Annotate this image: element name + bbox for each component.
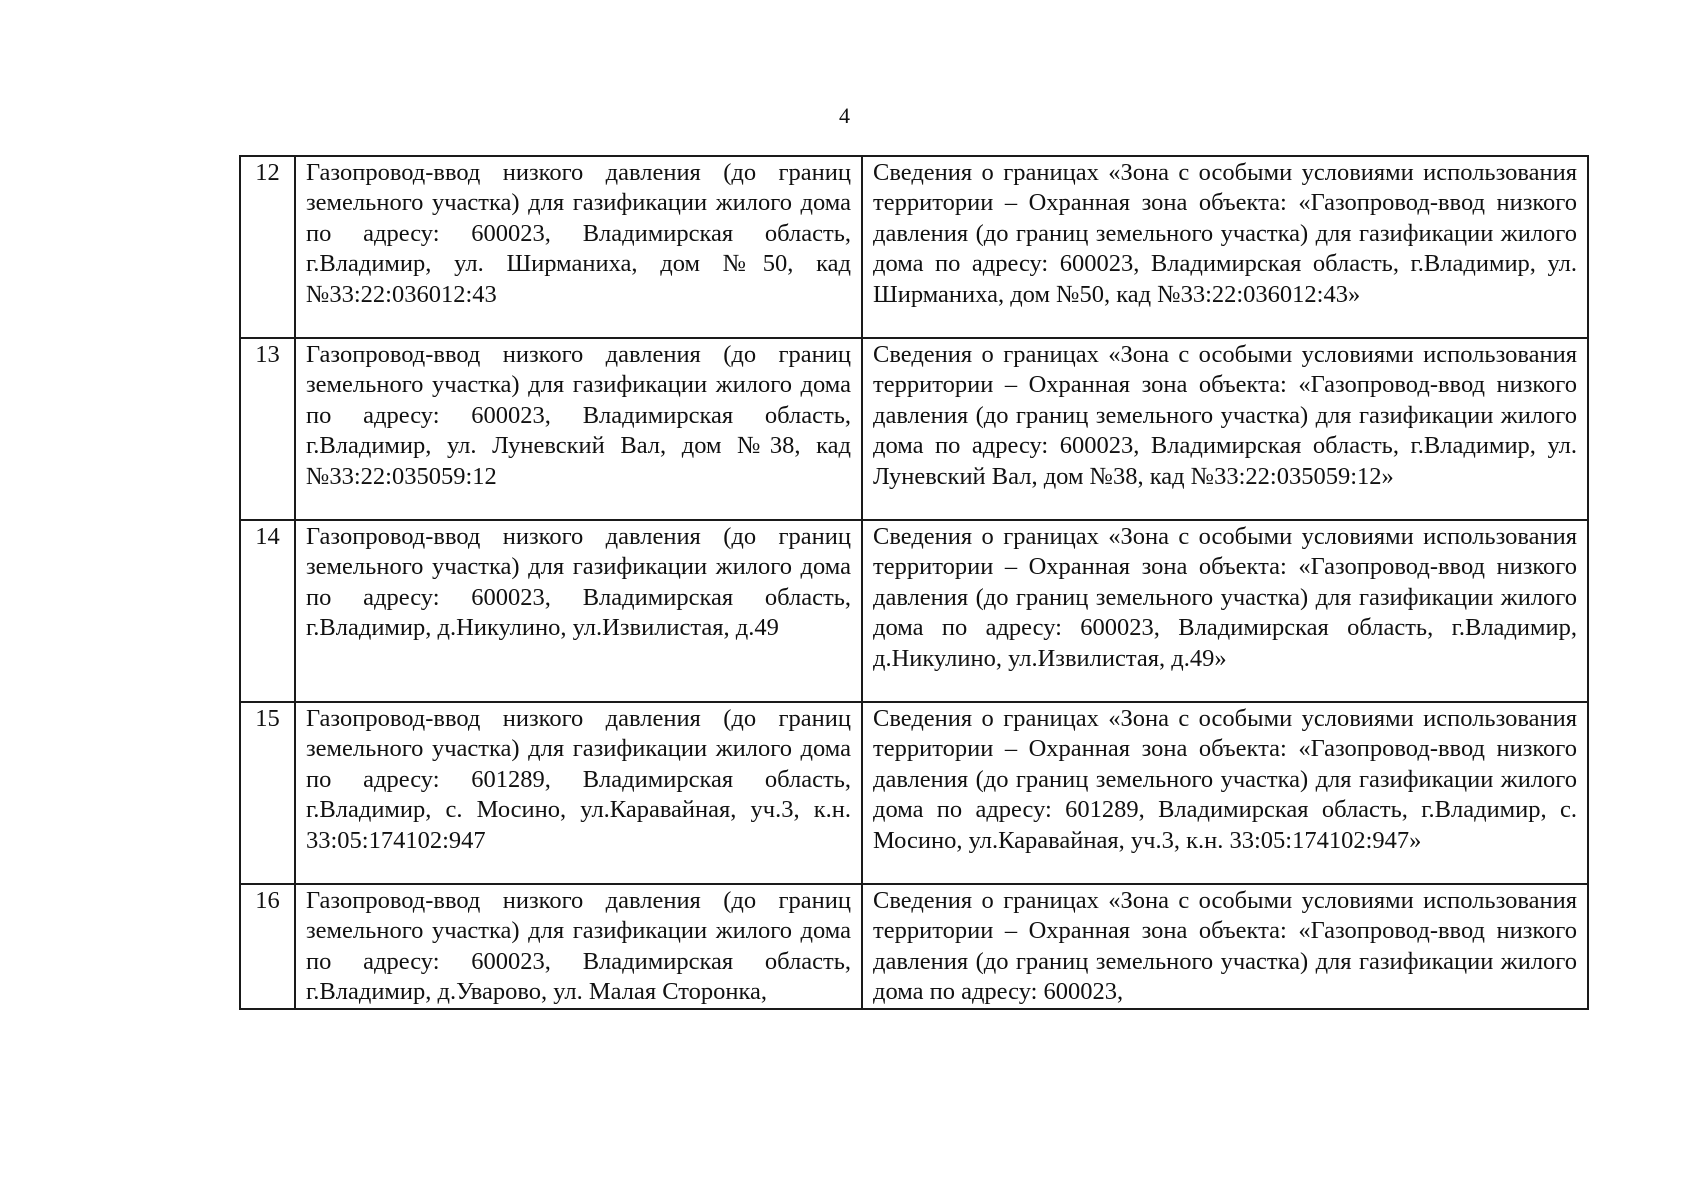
- page-number: 4: [839, 103, 850, 128]
- table-row: [240, 156, 1588, 338]
- zone-info: Сведения о границах «Зона с особыми условиями использования территории – Охранная зона объекта: «Газопровод-ввод низкого давления (до границ земельного участка) для газификации жилого дома по адресу: 600023, Владимирская область, г.Владимир, д.Никулино, ул.Извилистая, д.49»: [862, 520, 1588, 702]
- table-row: [240, 338, 1588, 520]
- zones-table: [239, 155, 1589, 1010]
- object-description: Газопровод-ввод низкого давления (до границ земельного участка) для газификации жилого дома по адресу: 600023, Владимирская область, г.Владимир, д.Уварово, ул. Малая Сторонка,: [295, 884, 862, 1009]
- row-number: 12: [240, 156, 295, 338]
- zone-info: Сведения о границах «Зона с особыми условиями использования территории – Охранная зона объекта: «Газопровод-ввод низкого давления (до границ земельного участка) для газификации жилого дома по адресу: 600023,: [862, 884, 1588, 1009]
- row-number: 14: [240, 520, 295, 702]
- object-description: Газопровод-ввод низкого давления (до границ земельного участка) для газификации жилого дома по адресу: 601289, Владимирская область, г.Владимир, с. Мосино, ул.Каравайная, уч.3, к.н. 33:05:174102:947: [295, 702, 862, 884]
- object-description: Газопровод-ввод низкого давления (до границ земельного участка) для газификации жилого дома по адресу: 600023, Владимирская область, г.Владимир, ул. Ширманиха, дом №50, кад №33:22:036012:43: [295, 156, 862, 338]
- object-description: Газопровод-ввод низкого давления (до границ земельного участка) для газификации жилого дома по адресу: 600023, Владимирская область, г.Владимир, ул. Луневский Вал, дом №38, кад №33:22:035059:12: [295, 338, 862, 520]
- table-row: [240, 702, 1588, 884]
- zone-info: Сведения о границах «Зона с особыми условиями использования территории – Охранная зона объекта: «Газопровод-ввод низкого давления (до границ земельного участка) для газификации жилого дома по адресу: 600023, Владимирская область, г.Владимир, ул. Луневский Вал, дом №38, кад №33:22:035059:12»: [862, 338, 1588, 520]
- row-number: 16: [240, 884, 295, 1009]
- object-description: Газопровод-ввод низкого давления (до границ земельного участка) для газификации жилого дома по адресу: 600023, Владимирская область, г.Владимир, д.Никулино, ул.Извилистая, д.49: [295, 520, 862, 702]
- row-number: 15: [240, 702, 295, 884]
- table-row: [240, 520, 1588, 702]
- row-number: 13: [240, 338, 295, 520]
- zone-info: Сведения о границах «Зона с особыми условиями использования территории – Охранная зона объекта: «Газопровод-ввод низкого давления (до границ земельного участка) для газификации жилого дома по адресу: 601289, Владимирская область, г.Владимир, с. Мосино, ул.Каравайная, уч.3, к.н. 33:05:174102:947»: [862, 702, 1588, 884]
- table-row: [240, 884, 1588, 1009]
- zone-info: Сведения о границах «Зона с особыми условиями использования территории – Охранная зона объекта: «Газопровод-ввод низкого давления (до границ земельного участка) для газификации жилого дома по адресу: 600023, Владимирская область, г.Владимир, ул. Ширманиха, дом №50, кад №33:22:036012:43»: [862, 156, 1588, 338]
